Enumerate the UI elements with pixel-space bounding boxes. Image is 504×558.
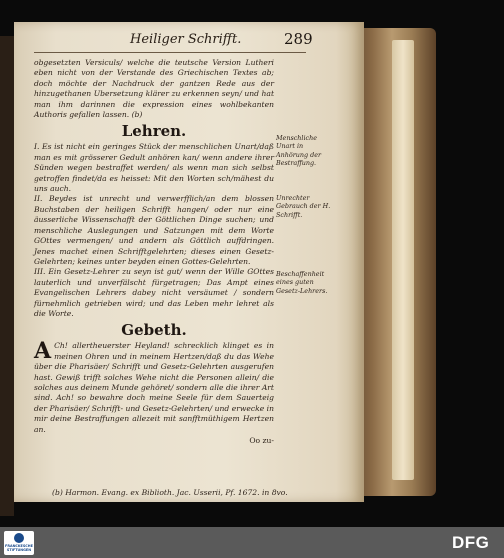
logo-emblem-icon: [14, 533, 24, 543]
paragraph-lehren-3: III. Ein Gesetz-Lehrer zu seyn ist gut/ wenn der Wille GOttes lauterlich und unverfälscht fürgetragen; Das Ampt eines Evangelischen Lehrers dabey nicht versäumet / sondern fürnehmlich getrieben wird; und das Leben mehr lehret als die Worte.: [34, 267, 274, 318]
marginal-note-3: Beschaffenheit eines guten Gesetz-Lehrers.: [276, 270, 328, 295]
footnote: (b) Harmon. Evang. ex Biblioth. Jac. Usserii, Pf. 1672. in 8vo.: [52, 488, 288, 497]
main-text-column: [34, 58, 274, 446]
page-header: [14, 30, 364, 52]
paragraph-lehren-2: II. Beydes ist unrecht und verwerfflich/an dem blossen Buchstaben der heiligen Schrifft hangen/ oder nur eine äusserliche Wissenschafft der Göttlichen Dinge suchen; und menschliche Auslegungen und Satzungen mit dem Worte GOttes vermengen/ und andern als Göttlich auffdringen. Jenes machet einen Schrifftgelehrten; dieses einen Gesetz-Gelehrten; keines unter beyden einen Gottes-Gelehrten.: [34, 194, 274, 266]
marginal-note-1: Menschliche Unart in Anhörung der Bestraffung.: [276, 134, 322, 168]
marginal-note-2: Unrechter Gebrauch der H. Schrifft.: [276, 194, 331, 219]
paragraph-gebeth: [34, 338, 274, 435]
book-page: [14, 22, 364, 502]
running-title: Heiliger Schrifft.: [130, 32, 242, 47]
heading-gebeth: Gebeth.: [121, 321, 187, 340]
viewer-footer-bar: [0, 527, 504, 558]
gebeth-text: Ch! allertheuerster Heyland! schrecklich klinget es in meinen Ohren und in meinem Hertzen/daß du das Wehe über die Pharisäer/ Schrifft und Gesetz-Gelehrten ausgerufen hast. Gewiß trifft solches Wehe nicht die Personen allein/ die solches aus deinem Munde gehöret/ sondern alle die ihrer Art sind. Ach! so bewahre doch meine Seele für dem Sauerteig der Pharisäer/ Schrifft- und Gesetz-Gelehrten/ und erwecke in mir deine Bestraffungen allezeit mit sanfftmüthigem Hertzen an.: [34, 341, 274, 434]
paragraph-intro: obgesetzten Versiculs/ welche die teutsche Version Lutheri eben nicht von der Verstande des Griechischen Textes ab; doch möchte der Nachdruck der gantzen Rede aus der hinzugethanen Ubersetzung klärer zu erkennen seyn/ und hat man ihm darinnen die expression eines wohlbekanten Authoris gefallen lassen. (b): [34, 58, 274, 120]
logo-text: FRANCKESCHE STIFTUNGEN: [5, 544, 33, 552]
catchword: Oo zu-: [249, 436, 274, 445]
facing-page-sliver: [0, 36, 14, 516]
heading-lehren: Lehren.: [121, 122, 187, 141]
page-number: 289: [284, 30, 313, 48]
page-edge-strip: [392, 40, 414, 480]
francke-logo[interactable]: [4, 531, 34, 555]
paragraph-lehren-1: [34, 142, 274, 194]
lehren-1-number: I.: [34, 142, 40, 152]
lehren-1-text: Es ist nicht ein geringes Stück der menschlichen Unart/daß man es mit grösserer Gedult anhören kan/ wenn andere ihrer Sünden wegen bestraffet werden/ als wenn man sich selbst getroffen findet/da es heisset: Mit den Worten sch/mähest du uns auch.: [34, 142, 275, 194]
gebeth-dropcap: A: [34, 338, 52, 365]
dfg-logo[interactable]: DFG: [452, 533, 490, 552]
header-rule: [34, 52, 306, 53]
